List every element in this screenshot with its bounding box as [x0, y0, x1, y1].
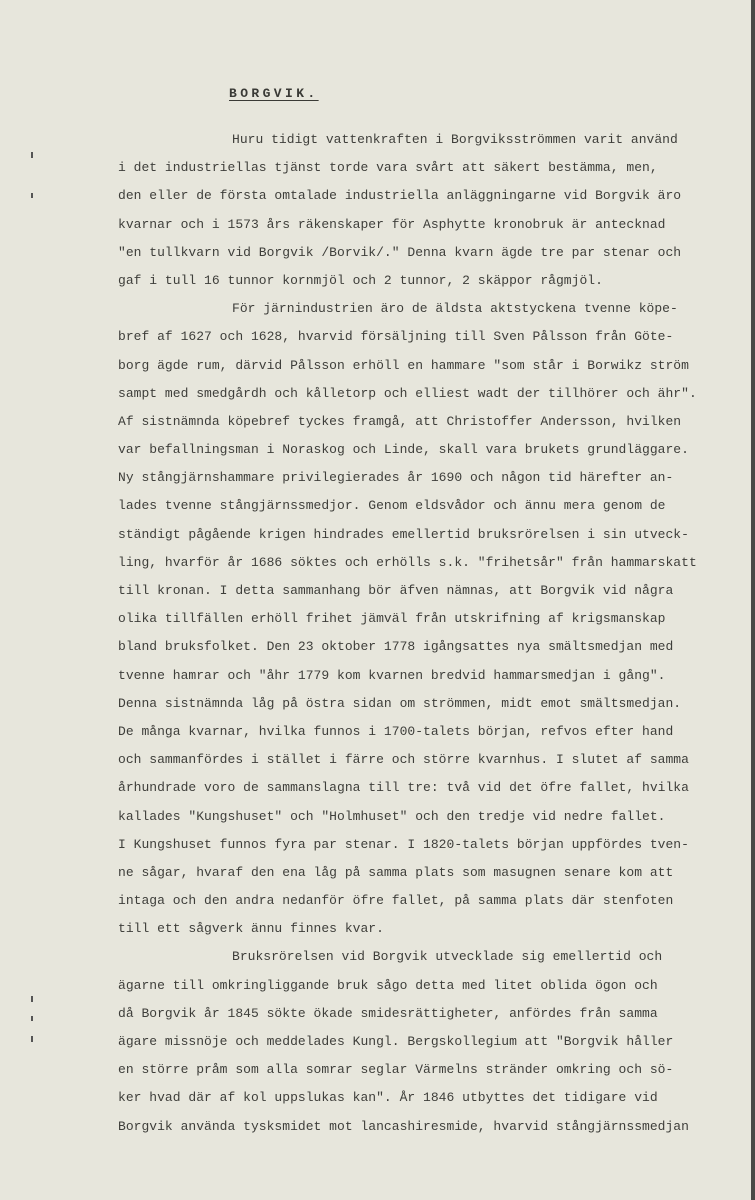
- text-line: olika tillfällen erhöll frihet jämväl från utskrifning af krigsmanskap: [118, 611, 666, 627]
- text-line: ägarne till omkringliggande bruk sågo detta med litet oblida ögon och: [118, 977, 658, 993]
- text-line: För järnindustrien äro de äldsta aktstyckena tvenne köpe-: [232, 301, 678, 317]
- margin-mark: [31, 1016, 33, 1021]
- text-line: De många kvarnar, hvilka funnos i 1700-talets början, refvos efter hand: [118, 723, 674, 739]
- paragraph: [118, 943, 748, 1140]
- text-line: borg ägde rum, därvid Pålsson erhöll en hammare "som står i Borwikz ström: [118, 357, 689, 373]
- text-line: ne sågar, hvaraf den ena låg på samma plats som masugnen senare kom att: [118, 864, 674, 880]
- margin-mark: [31, 193, 33, 198]
- text-line: en större pråm som alla somrar seglar Värmelns stränder omkring och sö-: [118, 1062, 674, 1078]
- paragraph: [118, 295, 748, 943]
- text-line: århundrade voro de sammanslagna till tre: två vid det öfre fallet, hvilka: [118, 780, 689, 796]
- text-line: Af sistnämnda köpebref tyckes framgå, att Christoffer Andersson, hvilken: [118, 413, 682, 429]
- text-line: Ny stångjärnshammare privilegierades år 1690 och någon tid härefter an-: [118, 470, 674, 486]
- text-line: i det industriellas tjänst torde vara svårt att säkert bestämma, men,: [118, 160, 658, 176]
- text-line: och sammanfördes i stället i färre och större kvarnhus. I slutet af samma: [118, 752, 689, 768]
- document-body: [118, 126, 748, 1141]
- text-line: kvarnar och i 1573 års räkenskaper för Asphytte kronobruk är antecknad: [118, 216, 666, 232]
- text-line: ägare missnöje och meddelades Kungl. Bergskollegium att "Borgvik håller: [118, 1034, 674, 1049]
- page-edge: [751, 0, 755, 1200]
- text-line: kallades "Kungshuset" och "Holmhuset" och den tredje vid nedre fallet.: [118, 808, 666, 824]
- text-line: I Kungshuset funnos fyra par stenar. I 1820-talets början uppfördes tven-: [118, 836, 689, 852]
- text-line: till ett sågverk ännu finnes kvar.: [118, 921, 384, 937]
- text-line: Bruksrörelsen vid Borgvik utvecklade sig emellertid och: [232, 949, 663, 965]
- text-line: ling, hvarför år 1686 söktes och erhölls s.k. "frihetsår" från hammarskatt: [118, 554, 697, 570]
- text-line: bland bruksfolket. Den 23 oktober 1778 igångsattes nya smältsmedjan med: [118, 639, 674, 655]
- text-line: tvenne hamrar och "åhr 1779 kom kvarnen bredvid hammarsmedjan i gång".: [118, 667, 666, 683]
- text-line: Borgvik använda tysksmidet mot lancashiresmide, hvarvid stångjärnssmedjan: [118, 1118, 689, 1134]
- margin-mark: [31, 152, 33, 158]
- margin-mark: [31, 1036, 33, 1042]
- document-title: BORGVIK.: [229, 86, 319, 101]
- text-line: var befallningsman i Noraskog och Linde, skall vara brukets grundläggare.: [118, 442, 689, 458]
- text-line: då Borgvik år 1845 sökte ökade smidesrättigheter, anfördes från samma: [118, 1005, 658, 1021]
- text-line: sampt med smedgårdh och kålletorp och elliest wadt der tillhörer och ähr".: [118, 385, 697, 401]
- paragraph: [118, 126, 748, 295]
- margin-mark: [31, 996, 33, 1002]
- text-line: den eller de första omtalade industriella anläggningarne vid Borgvik äro: [118, 188, 682, 204]
- text-line: gaf i tull 16 tunnor kornmjöl och 2 tunnor, 2 skäppor rågmjöl.: [118, 272, 603, 288]
- text-line: Huru tidigt vattenkraften i Borgviksströmmen varit använd: [232, 132, 678, 147]
- text-line: ker hvad där af kol uppslukas kan". År 1846 utbyttes det tidigare vid: [118, 1090, 658, 1106]
- text-line: bref af 1627 och 1628, hvarvid försäljning till Sven Pålsson från Göte-: [118, 329, 674, 345]
- text-line: lades tvenne stångjärnssmedjor. Genom eldsvådor och ännu mera genom de: [118, 498, 666, 514]
- text-line: till kronan. I detta sammanhang bör äfven nämnas, att Borgvik vid några: [118, 583, 674, 598]
- text-line: intaga och den andra nedanför öfre fallet, på samma plats där stenfoten: [118, 893, 674, 909]
- text-line: Denna sistnämnda låg på östra sidan om strömmen, midt emot smältsmedjan.: [118, 695, 682, 711]
- text-line: ständigt pågående krigen hindrades emellertid bruksrörelsen i sin utveck-: [118, 526, 689, 542]
- text-line: "en tullkvarn vid Borgvik /Borvik/." Denna kvarn ägde tre par stenar och: [118, 244, 682, 260]
